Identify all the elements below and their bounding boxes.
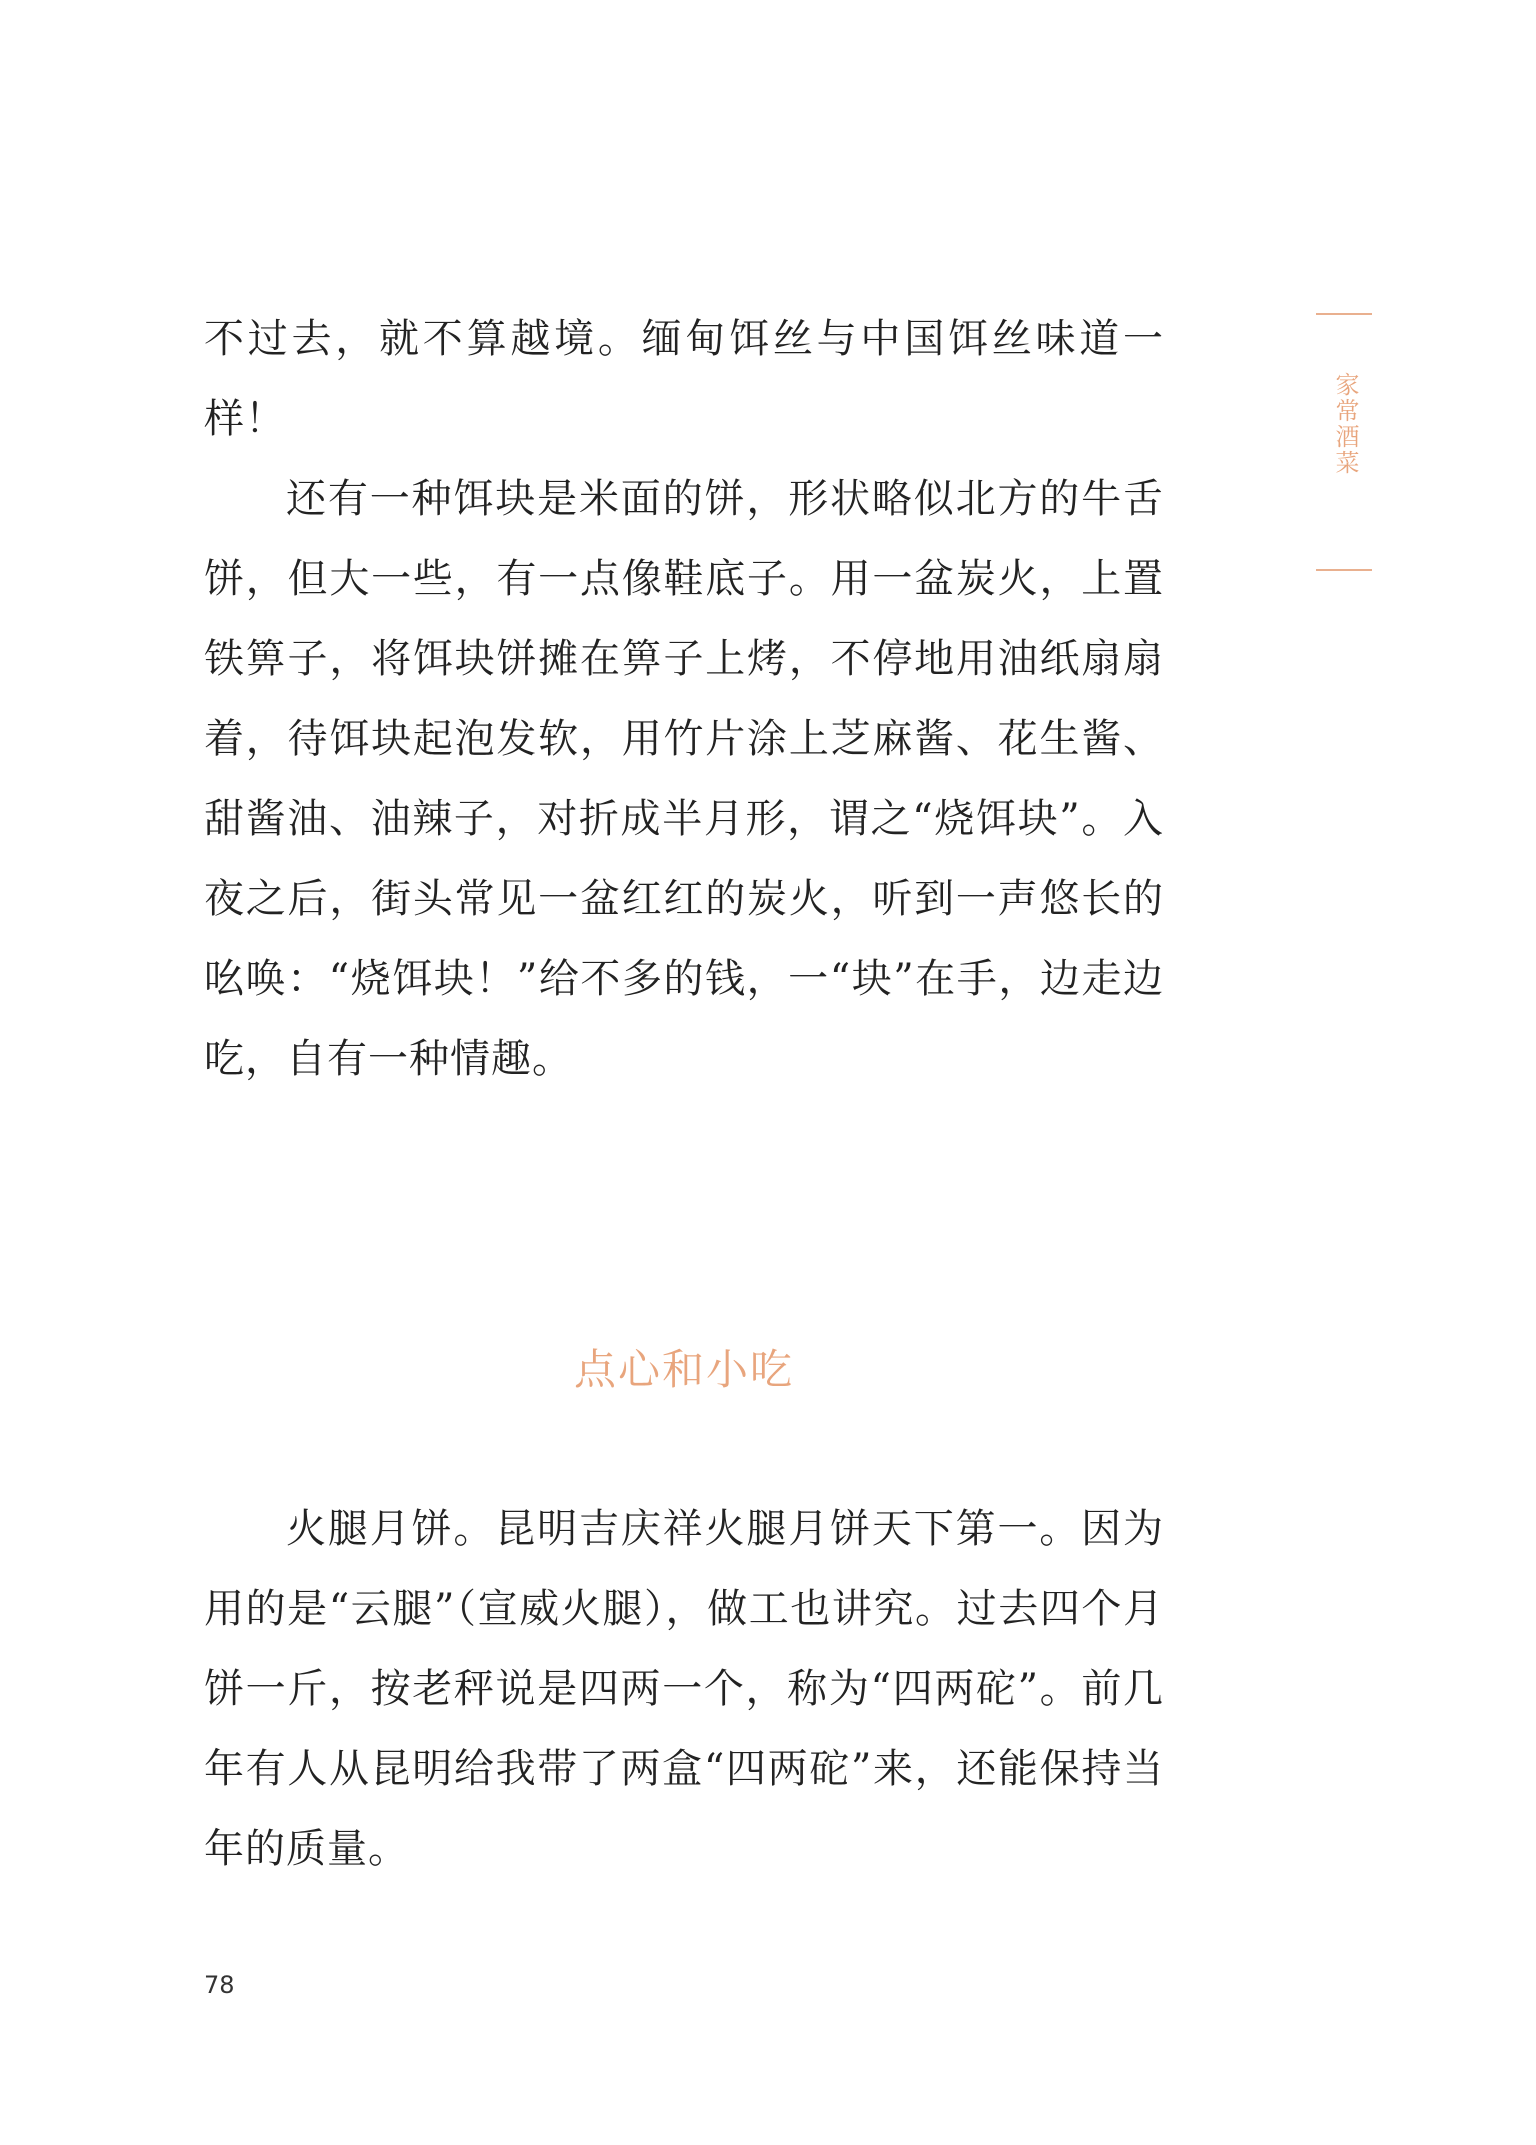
body-text-block-2 [204,1489,1164,1889]
side-tab-bottom-rule [1316,569,1372,571]
paragraph-ham-mooncake: 火腿月饼。昆明吉庆祥火腿月饼天下第一。因为用的是“云腿”（宣威火腿），做工也讲究。过去四个月饼一斤，按老秤说是四两一个，称为“四两砣”。前几年有人从昆明给我带了两盒“四两砣”来，还能保持当年的质量。 [204,1506,1164,1872]
paragraph-continuation: 不过去，就不算越境。缅甸饵丝与中国饵丝味道一样！ [204,316,1164,442]
section-side-tab: 家常酒菜 [1331,372,1359,476]
paragraph-shao-erkuai: 还有一种饵块是米面的饼，形状略似北方的牛舌饼，但大一些，有一点像鞋底子。用一盆炭火，上置铁箅子，将饵块饼摊在箅子上烤，不停地用油纸扇扇着，待饵块起泡发软，用竹片涂上芝麻酱、花生酱、甜酱油、油辣子，对折成半月形，谓之“烧饵块”。入夜之后，街头常见一盆红红的炭火，听到一声悠长的吆唤：“烧饵块！”给不多的钱，一“块”在手，边走边吃，自有一种情趣。 [204,476,1164,1082]
side-tab-top-rule [1316,313,1372,315]
body-text-block-1 [204,299,1164,1099]
page-number: 78 [204,1971,235,1999]
section-heading: 点心和小吃 [573,1345,794,1394]
